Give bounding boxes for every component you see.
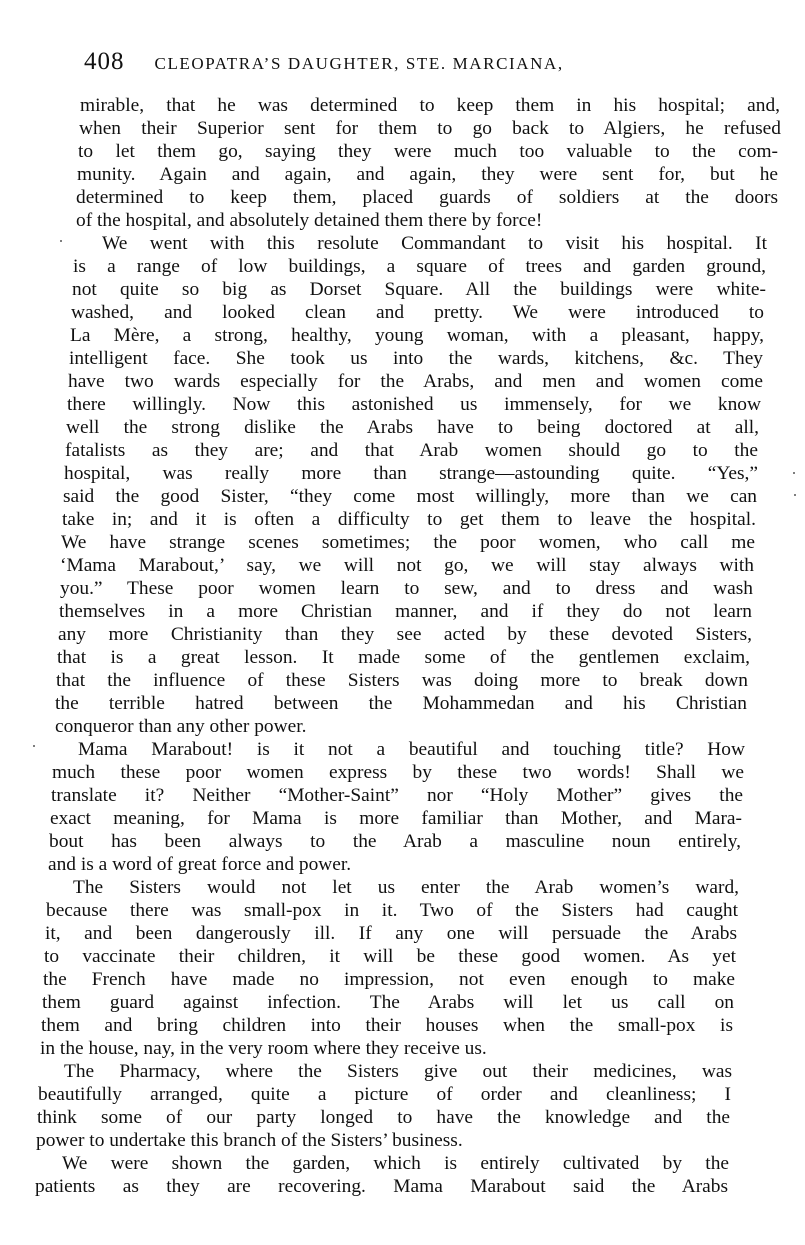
text-line: munity. Again and again, and again, they were sent for, but he bbox=[77, 164, 778, 185]
text-line: ‘Mama Marabout,’ say, we will not go, we will stay always with bbox=[60, 555, 754, 576]
text-line: in the house, nay, in the very room where they receive us. bbox=[40, 1038, 487, 1059]
text-line: patients as they are recovering. Mama Marabout said the Arabs bbox=[35, 1176, 728, 1197]
page-header bbox=[84, 48, 784, 78]
text-line: of the hospital, and absolutely detained them there by force! bbox=[76, 210, 543, 231]
text-line: The Pharmacy, where the Sisters give out their medicines, was bbox=[64, 1061, 732, 1082]
text-line: when their Superior sent for them to go back to Algiers, he refused bbox=[79, 118, 781, 139]
text-line: Mama Marabout! is it not a beautiful and touching title? How bbox=[78, 739, 745, 760]
page-number: 408 bbox=[84, 48, 125, 75]
scan-speck bbox=[794, 494, 796, 496]
text-line: translate it? Neither “Mother-Saint” nor “Holy Mother” gives the bbox=[51, 785, 743, 806]
text-line: any more Christianity than they see acted by these devoted Sisters, bbox=[58, 624, 752, 645]
scan-speck bbox=[60, 240, 62, 242]
text-line: and is a word of great force and power. bbox=[48, 854, 352, 875]
text-line: fatalists as they are; and that Arab women should go to the bbox=[65, 440, 758, 461]
text-line: We were shown the garden, which is entirely cultivated by the bbox=[62, 1153, 729, 1174]
text-line: there willingly. Now this astonished us immensely, for we know bbox=[67, 394, 761, 415]
text-line: intelligent face. She took us into the wards, kitchens, &c. They bbox=[69, 348, 763, 369]
text-line: We have strange scenes sometimes; the poor women, who call me bbox=[61, 532, 755, 553]
text-line: not quite so big as Dorset Square. All the buildings were white- bbox=[72, 279, 766, 300]
text-line: exact meaning, for Mama is more familiar than Mother, and Mara- bbox=[50, 808, 742, 829]
text-line: beautifully arranged, quite a picture of order and cleanliness; I bbox=[38, 1084, 731, 1105]
text-line: The Sisters would not let us enter the Arab women’s ward, bbox=[73, 877, 739, 898]
text-line: them and bring children into their houses when the small-pox is bbox=[41, 1015, 733, 1036]
text-line: well the strong dislike the Arabs have to being doctored at all, bbox=[66, 417, 759, 438]
text-line: to let them go, saying they were much too valuable to the com- bbox=[78, 141, 778, 162]
text-line: much these poor women express by these two words! Shall we bbox=[52, 762, 744, 783]
text-line: is a range of low buildings, a square of trees and garden ground, bbox=[73, 256, 766, 277]
text-line: them guard against infection. The Arabs will let us call on bbox=[42, 992, 734, 1013]
text-line: that is a great lesson. It made some of the gentlemen exclaim, bbox=[57, 647, 750, 668]
text-line: take in; and it is often a difficulty to get them to leave the hospital. bbox=[62, 509, 756, 530]
text-line: hospital, was really more than strange—astounding quite. “Yes,” bbox=[64, 463, 758, 484]
text-line: We went with this resolute Commandant to visit his hospital. It bbox=[102, 233, 767, 254]
text-line: mirable, that he was determined to keep them in his hospital; and, bbox=[80, 95, 780, 116]
text-line: that the influence of these Sisters was doing more to break down bbox=[56, 670, 748, 691]
text-line: have two wards especially for the Arabs, and men and women come bbox=[68, 371, 763, 392]
text-line: themselves in a more Christian manner, and if they do not learn bbox=[59, 601, 752, 622]
text-line: bout has been always to the Arab a masculine noun entirely, bbox=[49, 831, 741, 852]
text-line: La Mère, a strong, healthy, young woman, with a pleasant, happy, bbox=[70, 325, 764, 346]
text-line: to vaccinate their children, it will be these good women. As yet bbox=[44, 946, 736, 967]
scan-speck bbox=[33, 745, 35, 747]
text-line: conqueror than any other power. bbox=[55, 716, 307, 737]
scan-speck bbox=[793, 472, 795, 474]
text-line: said the good Sister, “they come most willingly, more than we can bbox=[63, 486, 757, 507]
text-line: it, and been dangerously ill. If any one will persuade the Arabs bbox=[45, 923, 737, 944]
text-line: determined to keep them, placed guards of soldiers at the doors bbox=[76, 187, 778, 208]
text-line: washed, and looked clean and pretty. We were introduced to bbox=[71, 302, 764, 323]
running-title: CLEOPATRA’S DAUGHTER, STE. MARCIANA, bbox=[154, 54, 564, 73]
text-line: think some of our party longed to have the knowledge and the bbox=[37, 1107, 730, 1128]
text-line: the French have made no impression, not even enough to make bbox=[43, 969, 735, 990]
text-line: you.” These poor women learn to sew, and to dress and wash bbox=[60, 578, 753, 599]
text-line: the terrible hatred between the Mohammedan and his Christian bbox=[55, 693, 747, 714]
text-line: power to undertake this branch of the Sisters’ business. bbox=[36, 1130, 463, 1151]
text-line: because there was small-pox in it. Two of the Sisters had caught bbox=[46, 900, 738, 921]
